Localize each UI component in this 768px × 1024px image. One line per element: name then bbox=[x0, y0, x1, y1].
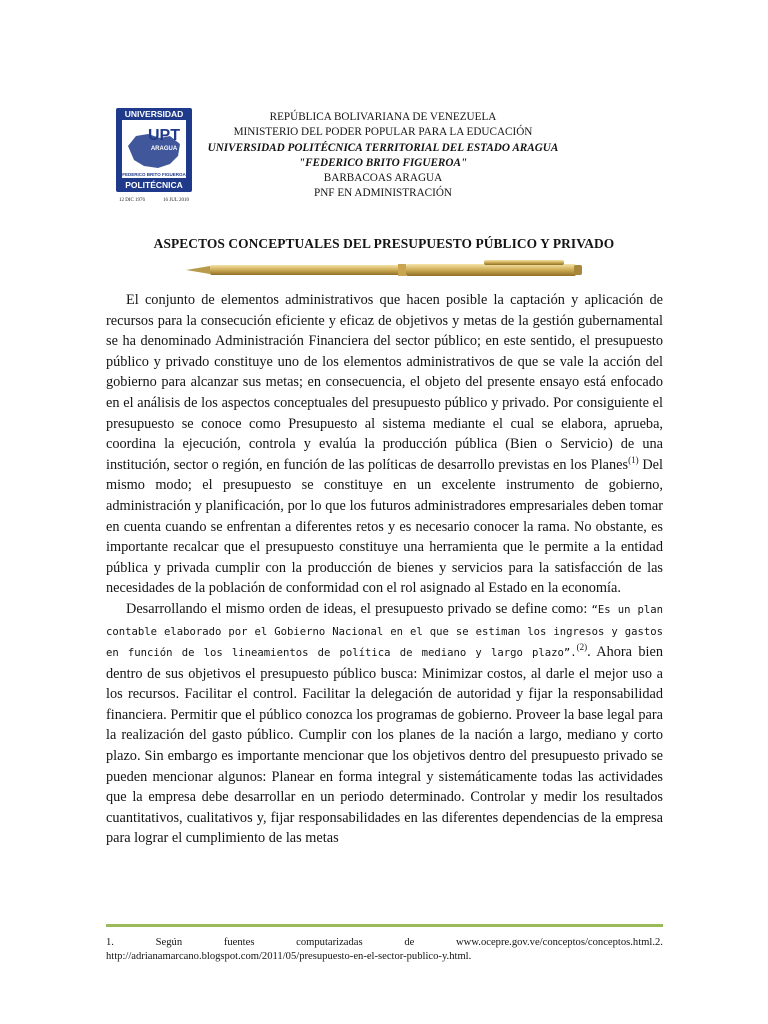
footnote-ref-2: (2) bbox=[576, 642, 588, 653]
logo-sub-text: ARAGUA bbox=[150, 146, 178, 152]
footnote-word: computarizadas bbox=[296, 937, 363, 948]
footnote-line-1 bbox=[106, 936, 663, 950]
paragraph-2-part-a: Desarrollando el mismo orden de ideas, el presupuesto privado se define como: bbox=[126, 600, 588, 617]
footnote-number: 1. bbox=[106, 937, 114, 948]
footnote-url-2[interactable]: http://adrianamarcano.blogspot.com/2011/05/presupuesto-en-el-sector-publico-y.html. bbox=[106, 951, 472, 962]
gold-pen-icon bbox=[184, 258, 584, 282]
paragraph-1 bbox=[106, 290, 663, 599]
logo-mid-text: UPT bbox=[148, 127, 180, 144]
paragraph-2 bbox=[106, 599, 663, 849]
footnote-url-1[interactable]: www.ocepre.gov.ve/conceptos/conceptos.html.2. bbox=[456, 937, 663, 948]
header-line-5: BARBACOAS ARAGUA bbox=[323, 172, 443, 185]
footnote-word: fuentes bbox=[223, 937, 255, 948]
paragraph-1-part-a: El conjunto de elementos administrativos que hacen posible la captación y aplicación de recursos para la consecución eficiente y eficaz de objetivos y metas de la gestión gubernamental se ha denominado Administración Financiera del sector público; en este sentido, el presupuesto público y privado constituye uno de los elementos administrativos de que se vale la acción del gobierno para alcanzar sus metas; en consecuencia, el objeto del presente ensayo está enfocado en el análisis de los aspectos conceptuales del presupuesto público y privado. Por consiguiente el presupuesto se conoce como Presupuesto al sistema mediante el cual se elabora, aprueba, coordina la ejecución, controla y evalúa la producción pública (Bien o Servicio) de una institución, sector o región, en función de las políticas de desarrollo previstas en los Planes bbox=[106, 292, 663, 473]
paragraph-1-part-b: Del mismo modo; el presupuesto se constituye en un excelente instrumento de gobierno, administración y planificación, por lo que los futuros administradores empresariales deben tomar en cuenta cuando se enfrentan a diferentes retos y es necesario conocer la rama. No obstante, es importante recalcar que el presupuesto constituye una herramienta que le permite a la entidad pública y privada cumplir con la producción de bienes y servicios para la satisfacción de las necesidades de la población de conformidad con el rol asignado al Estado en la economía. bbox=[106, 456, 663, 597]
footnote-word: de bbox=[404, 937, 415, 948]
logo-date-left: 12 DIC 1976 bbox=[118, 198, 146, 203]
definition-quote: “Es un plan contable elaborado por el Gobierno Nacional en el que se estiman los ingresos y gastos en función de los lineamientos de política de mediano y largo plazo”. bbox=[106, 603, 663, 660]
institution-header bbox=[198, 110, 568, 202]
footnote-ref-1: (1) bbox=[628, 454, 639, 465]
logo-top-text: UNIVERSIDAD bbox=[124, 109, 184, 119]
footnote-separator bbox=[106, 924, 663, 927]
university-logo bbox=[114, 106, 194, 206]
paragraph-2-part-b: . Ahora bien dentro de sus objetivos el presupuesto público busca: Minimizar costos, al darle el mejor uso a los recursos. Facilitar el control. Facilitar la delegación de autoridad y fijar la responsabilidad financiera. Permitir que el público conozca los programas de gobierno. Proveer la base legal para la realización del gasto público. Cumplir con los planes de la nación a largo, mediano y corto plazo. Sin embargo es importante mencionar que los objetivos dentro del presupuesto privado se pueden mencionar algunos: Planear en forma integral y sistemáticamente todas las actividades que la empresa debe desarrollar en un periodo determinado. Controlar y medir los resultados cuantitativos, cualitativos y, fijar responsabilidades en las diferentes dependencias de la empresa para lograr el cumplimiento de las metas bbox=[106, 644, 663, 847]
essay-body bbox=[106, 290, 663, 849]
header-line-2: MINISTERIO DEL PODER POPULAR PARA LA EDUCACIÓN bbox=[233, 126, 533, 139]
logo-date-right: 16 JUL 2010 bbox=[163, 198, 189, 203]
document-title: ASPECTOS CONCEPTUALES DEL PRESUPUESTO PÚBLICO Y PRIVADO bbox=[153, 236, 615, 251]
logo-bottom-text: POLITÉCNICA bbox=[125, 180, 183, 190]
logo-ring-text: FEDERICO BRITO FIGUEROA bbox=[122, 172, 186, 177]
footnotes bbox=[106, 936, 663, 964]
header-line-3: UNIVERSIDAD POLITÉCNICA TERRITORIAL DEL ESTADO ARAGUA bbox=[207, 141, 559, 154]
header-line-4: "FEDERICO BRITO FIGUEROA" bbox=[298, 156, 468, 169]
footnote-word: Según bbox=[155, 937, 183, 948]
header-line-6: PNF EN ADMINISTRACIÓN bbox=[314, 187, 452, 200]
header-line-1: REPÚBLICA BOLIVARIANA DE VENEZUELA bbox=[269, 111, 497, 123]
